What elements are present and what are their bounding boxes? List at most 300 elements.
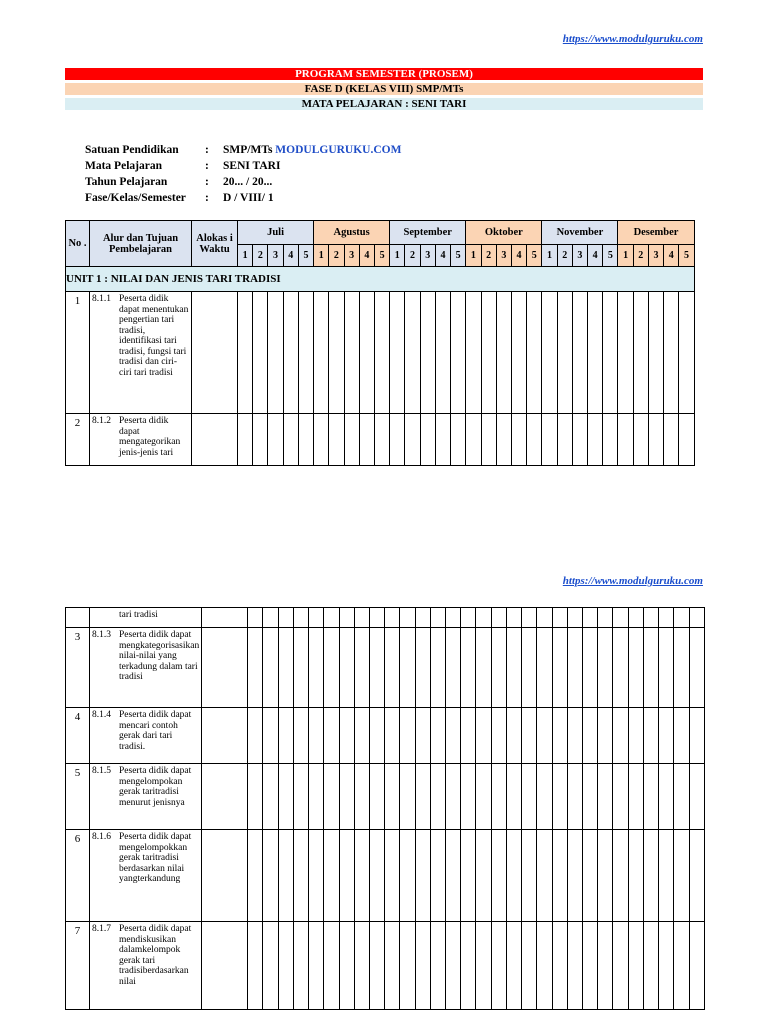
week-cell[interactable] [522, 608, 537, 628]
objective-code: 8.1.4 [92, 710, 111, 720]
week-cell[interactable] [339, 608, 354, 628]
week-cell[interactable] [537, 922, 552, 1010]
week-cell[interactable] [522, 764, 537, 830]
objective-text: Peserta didik dapat mencari contoh gerak dari tari tradisi. [119, 710, 192, 752]
week-cell[interactable] [603, 414, 618, 466]
week-cell[interactable] [583, 830, 598, 922]
week-cell[interactable] [572, 414, 587, 466]
week-cell[interactable] [511, 414, 526, 466]
objective-text: Peserta didik dapat mengkategorisasikan nilai-nilai yang terkadung dalam tari tradisi [119, 630, 200, 682]
week-cell[interactable] [263, 922, 278, 1010]
week-cell[interactable] [613, 830, 628, 922]
week-cell[interactable] [461, 708, 476, 764]
table-row [66, 764, 705, 830]
week-cell[interactable] [354, 764, 369, 830]
week-cell[interactable] [522, 922, 537, 1010]
objective-text: Peserta didik dapat mengelompokkan gerak taritradisi berdasarkan nilai yangterkandung [119, 832, 192, 884]
week-cell[interactable] [659, 764, 674, 830]
week-cell[interactable] [354, 922, 369, 1010]
week-cell[interactable] [583, 608, 598, 628]
week-cell[interactable] [248, 708, 263, 764]
week-cell[interactable] [354, 628, 369, 708]
week-cell[interactable] [309, 628, 324, 708]
info-label: Fase/Kelas/Semester [85, 192, 186, 204]
week-cell[interactable] [309, 764, 324, 830]
alokasi-cell[interactable] [202, 922, 248, 1010]
week-cell[interactable] [567, 628, 582, 708]
week-cell[interactable] [314, 292, 329, 414]
week-cell[interactable] [664, 292, 679, 414]
row-number: 5 [66, 764, 90, 830]
week-cell[interactable] [557, 414, 572, 466]
week-cell[interactable] [339, 764, 354, 830]
week-cell[interactable] [451, 414, 466, 466]
week-cell[interactable] [385, 922, 400, 1010]
table-row [66, 830, 705, 922]
week-cell[interactable] [278, 608, 293, 628]
week-cell[interactable] [344, 292, 359, 414]
week-cell[interactable] [248, 608, 263, 628]
week-cell[interactable] [339, 628, 354, 708]
week-cell[interactable] [461, 608, 476, 628]
objective-text: Peserta didik dapat mengelompokan gerak taritradisi menurut jenisnya [119, 766, 192, 808]
week-cell[interactable] [430, 608, 445, 628]
week-cell[interactable] [522, 708, 537, 764]
table-row [66, 922, 705, 1010]
week-header: 3 [344, 245, 359, 267]
week-cell[interactable] [263, 764, 278, 830]
week-cell[interactable] [405, 292, 420, 414]
week-cell[interactable] [263, 830, 278, 922]
week-cell[interactable] [253, 414, 268, 466]
week-cell[interactable] [400, 922, 415, 1010]
week-cell[interactable] [491, 608, 506, 628]
table-row [66, 414, 695, 466]
week-cell[interactable] [633, 292, 648, 414]
week-cell[interactable] [659, 628, 674, 708]
week-cell[interactable] [446, 830, 461, 922]
week-cell[interactable] [415, 830, 430, 922]
info-separator: : [205, 192, 209, 204]
week-cell[interactable] [491, 830, 506, 922]
week-cell[interactable] [567, 764, 582, 830]
week-cell[interactable] [659, 922, 674, 1010]
week-cell[interactable] [628, 628, 643, 708]
week-cell[interactable] [598, 628, 613, 708]
week-cell[interactable] [339, 922, 354, 1010]
week-cell[interactable] [674, 708, 689, 764]
week-cell[interactable] [324, 628, 339, 708]
week-cell[interactable] [298, 292, 313, 414]
week-cell[interactable] [268, 414, 283, 466]
week-cell[interactable] [324, 608, 339, 628]
week-cell[interactable] [628, 608, 643, 628]
week-cell[interactable] [537, 764, 552, 830]
week-cell[interactable] [359, 414, 374, 466]
week-cell[interactable] [522, 830, 537, 922]
week-cell[interactable] [400, 830, 415, 922]
week-cell[interactable] [309, 922, 324, 1010]
week-cell[interactable] [263, 608, 278, 628]
alokasi-cell[interactable] [202, 708, 248, 764]
week-cell[interactable] [385, 764, 400, 830]
objective-code: 8.1.6 [92, 832, 111, 842]
week-cell[interactable] [552, 764, 567, 830]
row-number: 1 [66, 292, 90, 414]
week-cell[interactable] [278, 764, 293, 830]
week-cell[interactable] [248, 922, 263, 1010]
week-cell[interactable] [238, 292, 253, 414]
week-cell[interactable] [689, 830, 704, 922]
week-cell[interactable] [435, 414, 450, 466]
identity-block [85, 142, 401, 206]
week-cell[interactable] [588, 292, 603, 414]
week-cell[interactable] [506, 608, 521, 628]
info-separator: : [205, 144, 209, 156]
website-link[interactable]: https://www.modulguruku.com [562, 33, 703, 45]
week-cell[interactable] [603, 292, 618, 414]
week-cell[interactable] [359, 292, 374, 414]
objective-cell [90, 414, 192, 466]
week-cell[interactable] [339, 830, 354, 922]
week-cell[interactable] [293, 608, 308, 628]
week-cell[interactable] [461, 628, 476, 708]
week-cell[interactable] [567, 830, 582, 922]
week-cell[interactable] [643, 628, 658, 708]
week-cell[interactable] [400, 628, 415, 708]
week-cell[interactable] [430, 764, 445, 830]
week-cell[interactable] [659, 830, 674, 922]
week-cell[interactable] [537, 830, 552, 922]
week-cell[interactable] [613, 922, 628, 1010]
week-cell[interactable] [648, 414, 663, 466]
week-cell[interactable] [461, 764, 476, 830]
week-cell[interactable] [679, 292, 694, 414]
info-accent: MODULGURUKU.COM [275, 144, 402, 156]
week-cell[interactable] [324, 764, 339, 830]
title-prosem: PROGRAM SEMESTER (PROSEM) [65, 68, 703, 80]
week-cell[interactable] [329, 414, 344, 466]
week-cell[interactable] [390, 414, 405, 466]
week-cell[interactable] [435, 292, 450, 414]
week-header: 5 [374, 245, 389, 267]
week-cell[interactable] [511, 292, 526, 414]
week-cell[interactable] [385, 708, 400, 764]
week-cell[interactable] [415, 922, 430, 1010]
week-cell[interactable] [248, 628, 263, 708]
week-cell[interactable] [506, 922, 521, 1010]
week-header: 4 [283, 245, 298, 267]
week-cell[interactable] [659, 608, 674, 628]
week-cell[interactable] [476, 764, 491, 830]
week-cell[interactable] [263, 628, 278, 708]
week-cell[interactable] [278, 922, 293, 1010]
prosem-table [65, 220, 695, 466]
week-cell[interactable] [309, 830, 324, 922]
alokasi-cell[interactable] [192, 414, 238, 466]
objective-text: tari tradisi [119, 610, 158, 620]
week-cell[interactable] [369, 628, 384, 708]
week-cell[interactable] [628, 764, 643, 830]
week-cell[interactable] [613, 628, 628, 708]
week-cell[interactable] [598, 764, 613, 830]
week-cell[interactable] [415, 764, 430, 830]
week-cell[interactable] [689, 764, 704, 830]
week-cell[interactable] [415, 628, 430, 708]
week-cell[interactable] [679, 414, 694, 466]
week-cell[interactable] [598, 830, 613, 922]
week-cell[interactable] [689, 628, 704, 708]
alokasi-cell[interactable] [202, 764, 248, 830]
alokasi-cell[interactable] [202, 830, 248, 922]
header-no: No . [66, 221, 90, 267]
week-cell[interactable] [522, 628, 537, 708]
week-header: 5 [298, 245, 313, 267]
week-cell[interactable] [309, 708, 324, 764]
row-number: 6 [66, 830, 90, 922]
week-cell[interactable] [369, 922, 384, 1010]
info-value: D / VIII/ 1 [223, 192, 274, 204]
month-header: Juli [238, 221, 314, 245]
week-cell[interactable] [613, 764, 628, 830]
week-cell[interactable] [476, 708, 491, 764]
week-cell[interactable] [344, 414, 359, 466]
week-cell[interactable] [567, 708, 582, 764]
week-cell[interactable] [633, 414, 648, 466]
week-cell[interactable] [527, 414, 542, 466]
week-cell[interactable] [643, 764, 658, 830]
week-cell[interactable] [420, 292, 435, 414]
week-cell[interactable] [674, 608, 689, 628]
week-cell[interactable] [283, 292, 298, 414]
week-cell[interactable] [446, 922, 461, 1010]
week-cell[interactable] [293, 922, 308, 1010]
week-cell[interactable] [476, 628, 491, 708]
week-cell[interactable] [400, 708, 415, 764]
week-cell[interactable] [583, 628, 598, 708]
week-cell[interactable] [542, 292, 557, 414]
objective-cell [90, 764, 202, 830]
week-cell[interactable] [461, 922, 476, 1010]
week-cell[interactable] [283, 414, 298, 466]
week-cell[interactable] [278, 830, 293, 922]
week-cell[interactable] [648, 292, 663, 414]
week-cell[interactable] [537, 708, 552, 764]
week-cell[interactable] [324, 830, 339, 922]
week-cell[interactable] [248, 764, 263, 830]
week-cell[interactable] [354, 830, 369, 922]
week-cell[interactable] [369, 764, 384, 830]
week-cell[interactable] [369, 830, 384, 922]
week-cell[interactable] [466, 292, 481, 414]
website-link[interactable]: https://www.modulguruku.com [562, 575, 703, 587]
week-cell[interactable] [309, 608, 324, 628]
week-cell[interactable] [689, 922, 704, 1010]
week-cell[interactable] [369, 708, 384, 764]
week-cell[interactable] [618, 292, 633, 414]
week-cell[interactable] [476, 922, 491, 1010]
week-cell[interactable] [537, 628, 552, 708]
week-cell[interactable] [430, 830, 445, 922]
week-cell[interactable] [628, 708, 643, 764]
week-cell[interactable] [298, 414, 313, 466]
week-cell[interactable] [643, 830, 658, 922]
month-header: November [542, 221, 618, 245]
week-cell[interactable] [451, 292, 466, 414]
week-cell[interactable] [329, 292, 344, 414]
week-cell[interactable] [400, 608, 415, 628]
week-cell[interactable] [491, 922, 506, 1010]
week-cell[interactable] [374, 414, 389, 466]
week-cell[interactable] [664, 414, 679, 466]
week-cell[interactable] [476, 830, 491, 922]
week-cell[interactable] [385, 608, 400, 628]
week-cell[interactable] [278, 708, 293, 764]
week-cell[interactable] [248, 830, 263, 922]
week-cell[interactable] [339, 708, 354, 764]
week-cell[interactable] [491, 628, 506, 708]
week-header: 2 [329, 245, 344, 267]
week-cell[interactable] [689, 708, 704, 764]
week-cell[interactable] [293, 764, 308, 830]
week-cell[interactable] [415, 708, 430, 764]
info-label: Tahun Pelajaran [85, 176, 168, 188]
week-cell[interactable] [446, 764, 461, 830]
week-cell[interactable] [491, 764, 506, 830]
week-cell[interactable] [598, 922, 613, 1010]
week-cell[interactable] [369, 608, 384, 628]
week-cell[interactable] [446, 708, 461, 764]
month-header: Desember [618, 221, 694, 245]
week-cell[interactable] [481, 414, 496, 466]
week-cell[interactable] [598, 608, 613, 628]
week-cell[interactable] [314, 414, 329, 466]
week-cell[interactable] [506, 830, 521, 922]
week-cell[interactable] [446, 628, 461, 708]
month-header: Agustus [314, 221, 390, 245]
week-header: 1 [618, 245, 633, 267]
week-cell[interactable] [674, 922, 689, 1010]
week-cell[interactable] [613, 608, 628, 628]
week-header: 5 [679, 245, 694, 267]
table-row [66, 708, 705, 764]
week-cell[interactable] [496, 292, 511, 414]
week-cell[interactable] [430, 708, 445, 764]
week-cell[interactable] [324, 922, 339, 1010]
week-cell[interactable] [689, 608, 704, 628]
alokasi-cell[interactable] [202, 628, 248, 708]
week-cell[interactable] [552, 922, 567, 1010]
week-cell[interactable] [674, 628, 689, 708]
week-cell[interactable] [527, 292, 542, 414]
week-cell[interactable] [278, 628, 293, 708]
week-cell[interactable] [293, 708, 308, 764]
week-cell[interactable] [238, 414, 253, 466]
week-cell[interactable] [567, 922, 582, 1010]
week-cell[interactable] [552, 708, 567, 764]
week-cell[interactable] [446, 608, 461, 628]
week-cell[interactable] [430, 922, 445, 1010]
week-cell[interactable] [572, 292, 587, 414]
week-cell[interactable] [506, 764, 521, 830]
week-cell[interactable] [405, 414, 420, 466]
week-cell[interactable] [400, 764, 415, 830]
week-cell[interactable] [659, 708, 674, 764]
week-cell[interactable] [557, 292, 572, 414]
info-value: SENI TARI [223, 160, 281, 172]
week-cell[interactable] [674, 830, 689, 922]
week-cell[interactable] [552, 628, 567, 708]
row-number: 2 [66, 414, 90, 466]
week-cell[interactable] [466, 414, 481, 466]
week-cell[interactable] [628, 830, 643, 922]
objective-code: 8.1.3 [92, 630, 111, 640]
week-cell[interactable] [618, 414, 633, 466]
week-cell[interactable] [293, 830, 308, 922]
week-cell[interactable] [491, 708, 506, 764]
row-number [66, 608, 90, 628]
week-header: 4 [588, 245, 603, 267]
week-cell[interactable] [583, 922, 598, 1010]
week-cell[interactable] [598, 708, 613, 764]
week-cell[interactable] [374, 292, 389, 414]
week-cell[interactable] [354, 708, 369, 764]
week-cell[interactable] [268, 292, 283, 414]
week-cell[interactable] [415, 608, 430, 628]
alokasi-cell[interactable] [192, 292, 238, 414]
week-cell[interactable] [628, 922, 643, 1010]
info-row [85, 190, 401, 206]
objective-code: 8.1.5 [92, 766, 111, 776]
week-cell[interactable] [420, 414, 435, 466]
week-cell[interactable] [674, 764, 689, 830]
week-header: 3 [268, 245, 283, 267]
week-cell[interactable] [324, 708, 339, 764]
week-cell[interactable] [354, 608, 369, 628]
week-cell[interactable] [537, 608, 552, 628]
week-cell[interactable] [506, 628, 521, 708]
week-cell[interactable] [496, 414, 511, 466]
week-cell[interactable] [263, 708, 278, 764]
week-cell[interactable] [481, 292, 496, 414]
week-cell[interactable] [385, 830, 400, 922]
week-cell[interactable] [476, 608, 491, 628]
week-cell[interactable] [588, 414, 603, 466]
week-cell[interactable] [567, 608, 582, 628]
alokasi-cell[interactable] [202, 608, 248, 628]
week-header: 5 [527, 245, 542, 267]
week-cell[interactable] [643, 708, 658, 764]
prosem-table-continued [65, 607, 705, 1010]
week-cell[interactable] [583, 708, 598, 764]
week-cell[interactable] [461, 830, 476, 922]
week-cell[interactable] [253, 292, 268, 414]
week-cell[interactable] [385, 628, 400, 708]
week-cell[interactable] [506, 708, 521, 764]
week-cell[interactable] [430, 628, 445, 708]
week-cell[interactable] [552, 830, 567, 922]
week-cell[interactable] [643, 922, 658, 1010]
week-cell[interactable] [390, 292, 405, 414]
week-cell[interactable] [293, 628, 308, 708]
week-header: 4 [511, 245, 526, 267]
week-cell[interactable] [583, 764, 598, 830]
week-cell[interactable] [643, 608, 658, 628]
week-cell[interactable] [552, 608, 567, 628]
week-cell[interactable] [542, 414, 557, 466]
week-header: 5 [451, 245, 466, 267]
week-cell[interactable] [613, 708, 628, 764]
